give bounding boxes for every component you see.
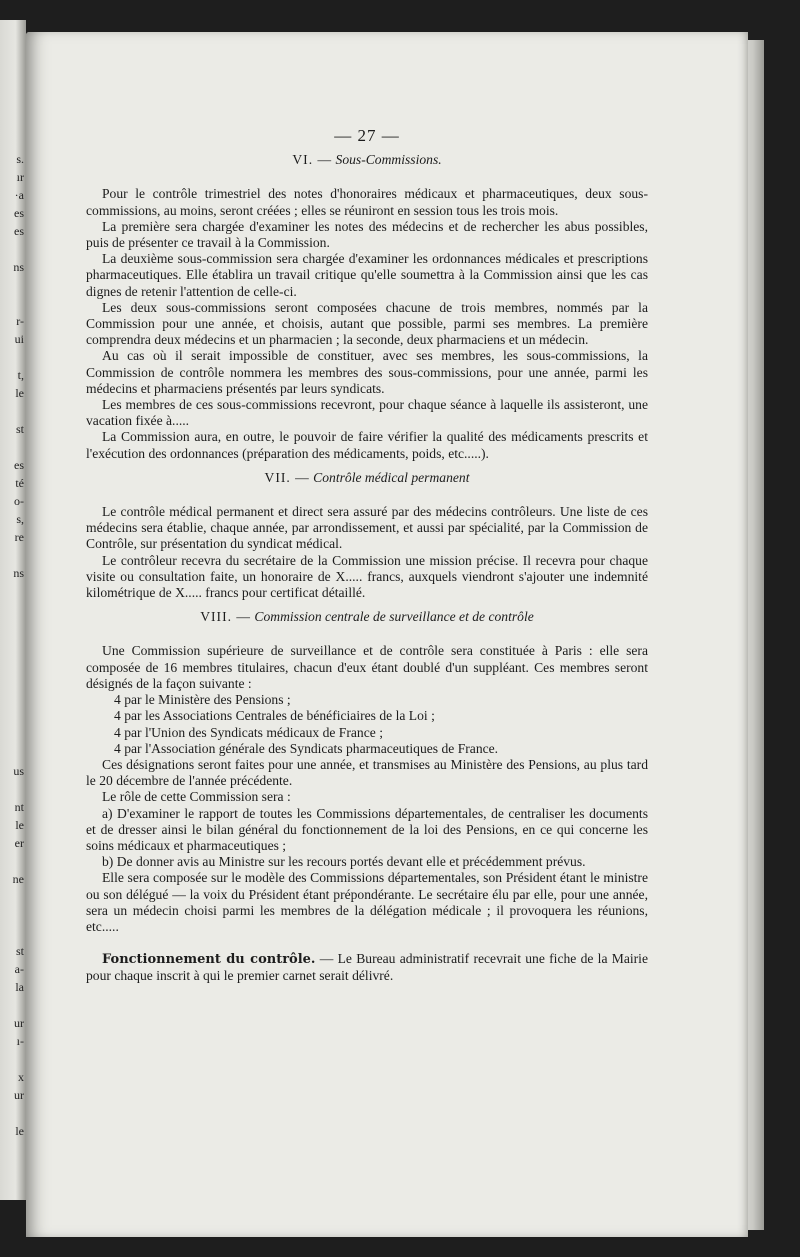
margin-fragment: ur	[14, 1088, 24, 1102]
margin-fragment	[0, 852, 24, 870]
paragraph: Le contrôleur recevra du secrétaire de la Commission une mission précise. Il recevra pour chaque visite ou consultation faite, un honoraire de X..... francs, auxquels viendront s'ajouter une indemnité kilométrique de X..... francs pour certificat détaillé.	[86, 552, 648, 601]
margin-fragment: o-	[14, 494, 24, 508]
margin-fragment: x	[18, 1070, 24, 1084]
margin-fragment: es	[14, 458, 24, 472]
paragraph: a) D'examiner le rapport de toutes les Commissions départementales, de centraliser les documents et de dresser ainsi le bilan général du fonctionnement de la loi des Pensions, en ce qui concerne les soins médicaux et pharmaceutiques ;	[86, 805, 648, 853]
section-heading-6	[86, 152, 648, 168]
margin-fragment: us	[13, 764, 24, 778]
margin-fragment	[0, 582, 24, 600]
margin-fragment	[0, 924, 24, 942]
paragraph: Au cas où il serait impossible de constituer, avec ses membres, les sous-commissions, la Commission de contrôle nommera les membres des sous-commissions, pour une année, parmi les médecins et pharmaciens présentés par leurs syndicats.	[86, 348, 648, 396]
margin-fragment: ur	[14, 1016, 24, 1030]
paragraph: La Commission aura, en outre, le pouvoir de faire vérifier la qualité des médicaments prescrits et l'exécution des ordonnances (préparation des médicaments, poids, etc.....).	[86, 429, 648, 461]
margin-fragment	[0, 906, 24, 924]
margin-fragment: nt	[14, 800, 24, 814]
margin-fragment: re	[14, 530, 24, 544]
paragraph: La première sera chargée d'examiner les notes des médecins et de rechercher les abus possibles, puis de présenter ce travail à la Commission.	[86, 218, 648, 251]
paragraph: La deuxième sous-commission sera chargée d'examiner les ordonnances médicales et prescriptions pharmaceutiques. Elle établira un travail critique qu'elle soumettra à la Commission ainsi que les cas dignes de retenir l'attention de celle-ci.	[86, 251, 648, 299]
margin-fragment: ·a	[14, 188, 24, 202]
margin-fragment: ns	[13, 260, 24, 274]
margin-fragment: té	[15, 476, 24, 490]
margin-fragment: er	[14, 836, 24, 850]
margin-fragment	[0, 744, 24, 762]
margin-fragment: s.	[16, 152, 24, 166]
page-number: — 27 —	[334, 126, 400, 145]
paragraph: Les deux sous-commissions seront composées chacune de trois membres, nommés par la Commission pour une année, et choisis, autant que possible, parmi ses membres. La première comprendra deux médecins et un pharmacien ; la seconde, deux pharmaciens et un médecin.	[86, 299, 648, 348]
margin-fragment: s,	[16, 512, 24, 526]
margin-fragment: le	[15, 1124, 24, 1138]
margin-fragment: st	[15, 422, 24, 436]
margin-fragment: t,	[17, 368, 24, 382]
list-item: 4 par l'Union des Syndicats médicaux de France ;	[114, 724, 383, 740]
left-margin-fragments	[0, 150, 24, 1140]
section-heading-8	[86, 609, 648, 625]
margin-fragment: a-	[14, 962, 24, 976]
page-content	[86, 128, 648, 985]
margin-fragment	[0, 888, 24, 906]
margin-fragment	[0, 276, 24, 294]
paragraph: Le rôle de cette Commission sera :	[102, 789, 291, 805]
margin-fragment: ır	[16, 170, 24, 184]
list-item: 4 par le Ministère des Pensions ;	[114, 692, 291, 708]
margin-fragment	[0, 780, 24, 798]
margin-fragment: ui	[14, 332, 24, 346]
final-paragraph	[86, 951, 648, 984]
paragraph-text: — Le Bureau administratif recevrait une fiche de la Mairie pour chaque inscrit à qui le premier carnet serait délivré.	[86, 951, 648, 984]
paragraph: b) De donner avis au Ministre sur les recours portés devant elle et précédemment prévus.	[102, 854, 586, 870]
margin-fragment	[0, 726, 24, 744]
section-title: Commission centrale de surveillance et de contrôle	[254, 609, 534, 625]
list-item: 4 par les Associations Centrales de bénéficiaires de la Loi ;	[114, 708, 435, 724]
section-title: Sous-Commissions.	[335, 152, 442, 168]
margin-fragment	[0, 672, 24, 690]
section-number: VII. —	[264, 469, 310, 485]
paragraph: Elle sera composée sur le modèle des Commissions départementales, son Président étant le ministre ou son délégué — la voix du Président étant prépondérante. Le secrétaire élu par elle, pour une année, sera un médecin choisi parmi les membres de la délégation médicale ; il provoquera les réunions, etc.....	[86, 870, 648, 934]
section-number: VIII. —	[200, 609, 251, 625]
list-item: 4 par l'Association générale des Syndicats pharmaceutiques de France.	[114, 740, 499, 756]
margin-fragment	[0, 636, 24, 654]
margin-fragment	[0, 294, 24, 312]
margin-fragment: es	[14, 224, 24, 238]
paragraph: Pour le contrôle trimestriel des notes d'honoraires médicaux et pharmaceutiques, deux sous-commissions, au moins, seront créées ; elles se réuniront en session tous les trois mois.	[86, 186, 648, 218]
document-page	[26, 32, 748, 1237]
paragraph: Le contrôle médical permanent et direct sera assuré par des médecins contrôleurs. Une liste de ces médecins sera établie, chaque année, par arrondissement, et aussi par spécialité, par la Commission de Contrôle, sur présentation du syndicat médical.	[86, 504, 648, 552]
margin-fragment: ı-	[16, 1034, 24, 1048]
margin-fragment	[0, 240, 24, 258]
paragraph: Une Commission supérieure de surveillance et de contrôle sera constituée à Paris : elle sera composée de 16 membres titulaires, chacun d'eux étant doublé d'un suppléant. Ces membres seront désignés de la façon suivante :	[86, 643, 648, 691]
margin-fragment	[0, 996, 24, 1014]
paragraph-lead: Fonctionnement du contrôle.	[102, 952, 316, 968]
margin-fragment	[0, 690, 24, 708]
margin-fragment	[0, 348, 24, 366]
section-title: Contrôle médical permanent	[313, 469, 470, 485]
margin-fragment: st	[15, 944, 24, 958]
margin-fragment	[0, 546, 24, 564]
margin-fragment: es	[14, 206, 24, 220]
margin-fragment	[0, 654, 24, 672]
margin-fragment	[0, 438, 24, 456]
margin-fragment: le	[15, 386, 24, 400]
margin-fragment: ne	[12, 872, 24, 886]
margin-fragment	[0, 600, 24, 618]
section-heading-7	[86, 470, 648, 486]
margin-fragment	[0, 1104, 24, 1122]
margin-fragment: ns	[13, 566, 24, 580]
paragraph: Les membres de ces sous-commissions recevront, pour chaque séance à laquelle ils assisteront, une vacation fixée à.....	[86, 397, 648, 429]
margin-fragment	[0, 618, 24, 636]
margin-fragment	[0, 708, 24, 726]
margin-fragment: la	[15, 980, 24, 994]
margin-fragment: r-	[16, 314, 24, 328]
margin-fragment	[0, 402, 24, 420]
margin-fragment: le	[15, 818, 24, 832]
margin-fragment	[0, 1050, 24, 1068]
paragraph: Ces désignations seront faites pour une année, et transmises au Ministère des Pensions, au plus tard le 20 décembre de l'année précédente.	[86, 756, 648, 789]
section-number: VI. —	[292, 152, 333, 168]
